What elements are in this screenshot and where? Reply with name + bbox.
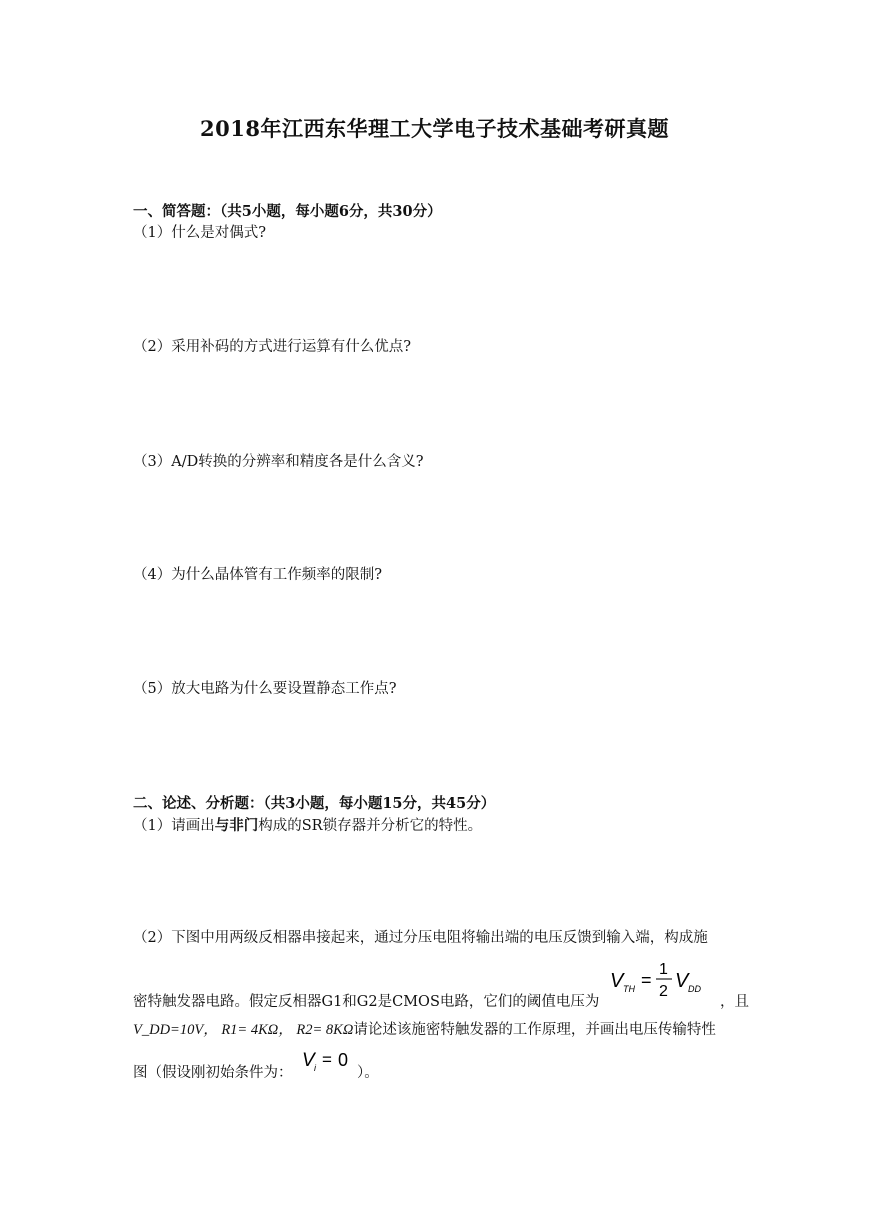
question-2-2-line2: 密特触发器电路。假定反相器G1和G2是CMOS电路，它们的阈值电压为 (133, 994, 600, 1010)
question-2-2-line3: V_DD=10V， R1= 4KΩ， R2= 8KΩ请论述该施密特触发器的工作原理，并画出电压传输特性 (133, 1022, 716, 1038)
vth-formula (610, 961, 701, 1000)
svg-text:1: 1 (659, 961, 668, 978)
svg-text:V: V (302, 1050, 315, 1071)
question-2-2-line4-suffix: ）。 (357, 1065, 379, 1081)
svg-text:TH: TH (623, 984, 635, 994)
question-2-1: （1）请画出与非门构成的SR锁存器并分析它的特性。 (133, 817, 483, 834)
question-2-2-line4-prefix: 图（假设刚初始条件为： (133, 1065, 293, 1081)
question-1-1: （1）什么是对偶式? (133, 225, 266, 241)
question-1-2: （2）采用补码的方式进行运算有什么优点? (133, 339, 411, 355)
svg-text:i: i (314, 1063, 316, 1073)
vi-formula (302, 1050, 348, 1073)
section1-heading: 一、简答题：（共5小题，每小题6分，共30分） (133, 203, 442, 220)
vth-formula-image (606, 954, 710, 1002)
question-1-3: （3）A/D转换的分辨率和精度各是什么含义? (133, 454, 424, 470)
svg-text:V: V (610, 970, 624, 992)
vdd-value: V_DD=10V (133, 1022, 204, 1038)
question-2-2-line2-end: ，且 (720, 994, 749, 1010)
svg-text:=: = (322, 1050, 332, 1069)
svg-text:2: 2 (659, 983, 668, 1000)
section2-heading: 二、论述、分析题：（共3小题，每小题15分，共45分） (133, 795, 496, 812)
vi-formula-image (298, 1044, 356, 1078)
svg-text:=: = (641, 970, 652, 990)
svg-text:V: V (675, 970, 689, 992)
svg-text:0: 0 (338, 1050, 349, 1070)
r2-value: R2= 8KΩ (296, 1022, 354, 1038)
question-1-5: （5）放大电路为什么要设置静态工作点? (133, 681, 397, 697)
question-1-4: （4）为什么晶体管有工作频率的限制? (133, 567, 382, 583)
r1-value: R1= 4KΩ (221, 1022, 279, 1038)
svg-text:DD: DD (688, 984, 701, 994)
page-title: 2018年江西东华理工大学电子技术基础考研真题 (200, 116, 669, 141)
question-2-2-line1: （2）下图中用两级反相器串接起来，通过分压电阻将输出端的电压反馈到输入端，构成施 (133, 930, 708, 946)
